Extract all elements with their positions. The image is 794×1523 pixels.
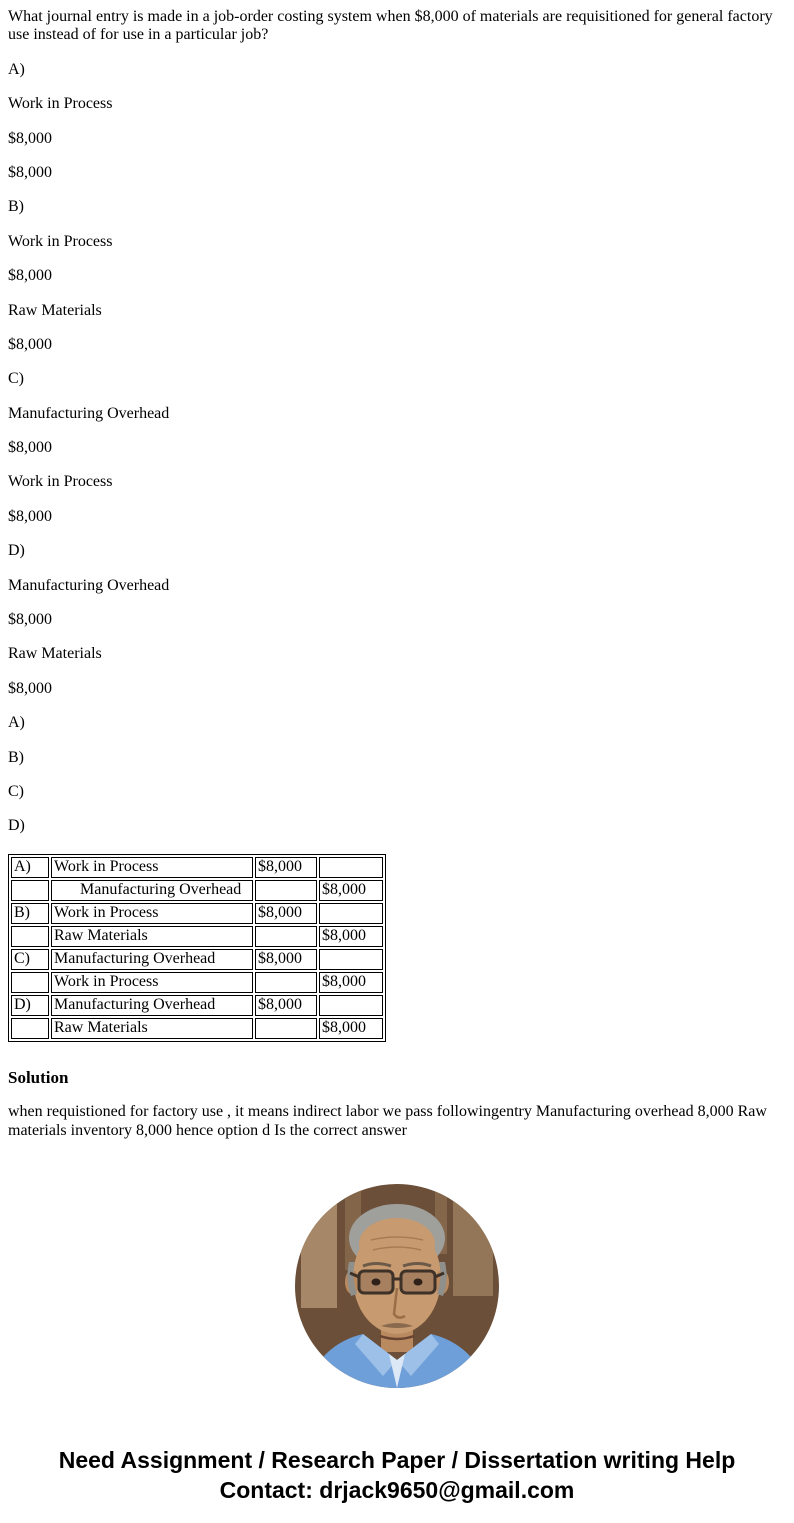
table-row xyxy=(11,949,383,970)
table-row xyxy=(11,857,383,878)
table-cell: Work in Process xyxy=(51,972,253,993)
tutor-photo-container xyxy=(8,1184,786,1393)
option-a-line: Work in Process xyxy=(8,95,113,113)
option-a-label: A) xyxy=(8,60,25,78)
table-cell xyxy=(255,926,317,947)
table-cell: $8,000 xyxy=(319,926,383,947)
table-cell xyxy=(11,972,49,993)
table-row xyxy=(11,995,383,1016)
table-cell xyxy=(11,1018,49,1039)
solution-text: when requistioned for factory use , it means indirect labor we pass followingentry Manufacturing overhead 8,000 Raw materials inventory 8,000 hence option d Is the correct answer xyxy=(8,1103,767,1139)
option-b-line: Raw Materials xyxy=(8,301,102,319)
footer-contact-text: Contact: drjack9650@gmail.com xyxy=(219,1477,575,1504)
table-row xyxy=(11,926,383,947)
table-cell: D) xyxy=(11,995,49,1016)
tutor-photo xyxy=(295,1184,499,1388)
answer-choice: B) xyxy=(8,748,24,766)
table-cell xyxy=(319,857,383,878)
option-b-label: B) xyxy=(8,198,24,216)
table-cell: Work in Process xyxy=(51,857,253,878)
table-cell: B) xyxy=(11,903,49,924)
table-cell xyxy=(319,949,383,970)
footer xyxy=(8,1445,786,1505)
option-c-line: Work in Process xyxy=(8,473,113,491)
table-cell xyxy=(319,995,383,1016)
table-cell: $8,000 xyxy=(255,995,317,1016)
option-a-line: $8,000 xyxy=(8,129,52,147)
answer-choice: D) xyxy=(8,817,25,835)
journal-entries-table xyxy=(8,854,386,1042)
table-cell xyxy=(255,880,317,901)
answer-choice: C) xyxy=(8,782,24,800)
option-d-label: D) xyxy=(8,542,25,560)
option-d-line: $8,000 xyxy=(8,611,52,629)
option-d-line: Raw Materials xyxy=(8,645,102,663)
table-row xyxy=(11,880,383,901)
solution-heading: Solution xyxy=(8,1067,69,1087)
option-b-line: $8,000 xyxy=(8,267,52,285)
question-text: What journal entry is made in a job-order costing system when $8,000 of materials are requisitioned for general factory use instead of for use in a particular job? xyxy=(8,8,773,44)
table-row xyxy=(11,903,383,924)
table-cell: Manufacturing Overhead xyxy=(51,880,253,901)
table-cell: $8,000 xyxy=(255,903,317,924)
table-cell: $8,000 xyxy=(255,949,317,970)
option-a-line: $8,000 xyxy=(8,163,52,181)
option-c-label: C) xyxy=(8,370,24,388)
option-d-line: Manufacturing Overhead xyxy=(8,576,170,594)
option-d-line: $8,000 xyxy=(8,679,52,697)
table-cell: A) xyxy=(11,857,49,878)
table-cell xyxy=(11,880,49,901)
option-c-line: $8,000 xyxy=(8,507,52,525)
table-cell: Manufacturing Overhead xyxy=(51,995,253,1016)
answer-choice: A) xyxy=(8,714,25,732)
table-cell xyxy=(11,926,49,947)
table-cell: Work in Process xyxy=(51,903,253,924)
table-cell xyxy=(255,972,317,993)
table-cell: Raw Materials xyxy=(51,926,253,947)
table-cell xyxy=(255,1018,317,1039)
table-row xyxy=(11,1018,383,1039)
table-cell: C) xyxy=(11,949,49,970)
footer-help-text: Need Assignment / Research Paper / Dissertation writing Help xyxy=(58,1447,736,1474)
table-cell: $8,000 xyxy=(319,1018,383,1039)
table-cell: $8,000 xyxy=(319,972,383,993)
option-b-line: Work in Process xyxy=(8,232,113,250)
table-row xyxy=(11,972,383,993)
option-b-line: $8,000 xyxy=(8,335,52,353)
option-c-line: Manufacturing Overhead xyxy=(8,404,170,422)
table-cell: Manufacturing Overhead xyxy=(51,949,253,970)
table-cell xyxy=(319,903,383,924)
option-c-line: $8,000 xyxy=(8,439,52,457)
table-cell: Raw Materials xyxy=(51,1018,253,1039)
table-cell: $8,000 xyxy=(255,857,317,878)
table-cell: $8,000 xyxy=(319,880,383,901)
